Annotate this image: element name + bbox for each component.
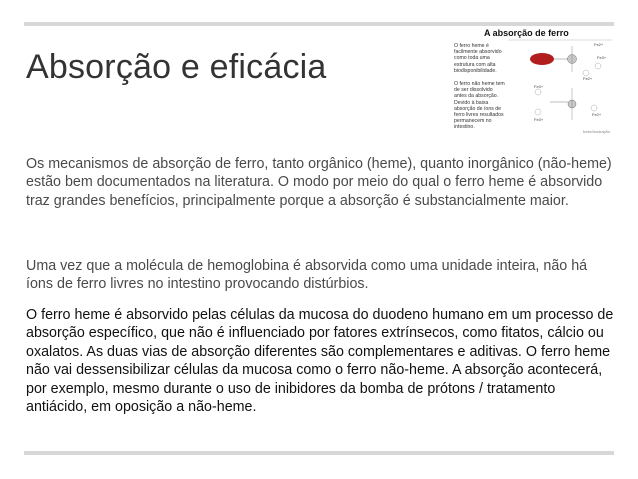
heme-molecule (530, 53, 554, 65)
ion-label: Fe3+ (534, 117, 544, 122)
ion-circle (595, 63, 601, 69)
ion-label: Fe3+ (597, 55, 607, 60)
ion-circle (591, 105, 597, 111)
figure-credit: fonte/ilustração (582, 129, 610, 134)
bottom-divider (24, 451, 614, 455)
figure-diagram (452, 26, 614, 134)
ion-label: Fe2+ (592, 112, 602, 117)
ion-label: Fe3+ (534, 84, 544, 89)
ion-label: Fe2+ (594, 42, 604, 47)
figure-title: A absorção de ferro (484, 28, 569, 38)
ion-label: Fe2+ (583, 76, 593, 81)
iron-absorption-figure (452, 26, 614, 134)
paragraph-heme-absorption: O ferro heme é absorvido pelas células da mucosa do duodeno humano em um processo de absorção específico, que não é influenciado por fatores extrínsecos, como fitatos, cálcio ou oxalatos. As duas vias de absorção diferentes são complementares e aditivas. O ferro heme não vai dessensibilizar células da mucosa como o ferro não-heme. A absorção acontecerá, por exemplo, mesmo durante o uso de inibidores da bomba de prótons / tratamento antiácido, em oposição a não-heme. (26, 307, 614, 416)
slide-title: Absorção e eficácia (26, 48, 327, 86)
ion-circle (535, 89, 541, 95)
figure-text-nonheme: O ferro não heme tem de ser dissolvido antes da absorção. Devido à baixa absorção de íons de ferro livres resultados permanecem no intestino. (454, 81, 505, 131)
ion-circle (535, 109, 541, 115)
figure-text-heme: O ferro heme é facilmente absorvido como toda uma estrutura com alta biodisponibilidade. (454, 43, 502, 74)
paragraph-mechanisms: Os mecanismos de absorção de ferro, tanto orgânico (heme), quanto inorgânico (não-heme) estão bem documentados na literatura. O modo por meio do qual o ferro heme é absorvido traz grandes benefícios, principalmente porque a absorção é substancialmente maior. (26, 156, 612, 209)
paragraph-hemoglobin: Uma vez que a molécula de hemoglobina é absorvida como uma unidade inteira, não há íons de ferro livres no intestino provocando distúrbios. (26, 258, 588, 293)
